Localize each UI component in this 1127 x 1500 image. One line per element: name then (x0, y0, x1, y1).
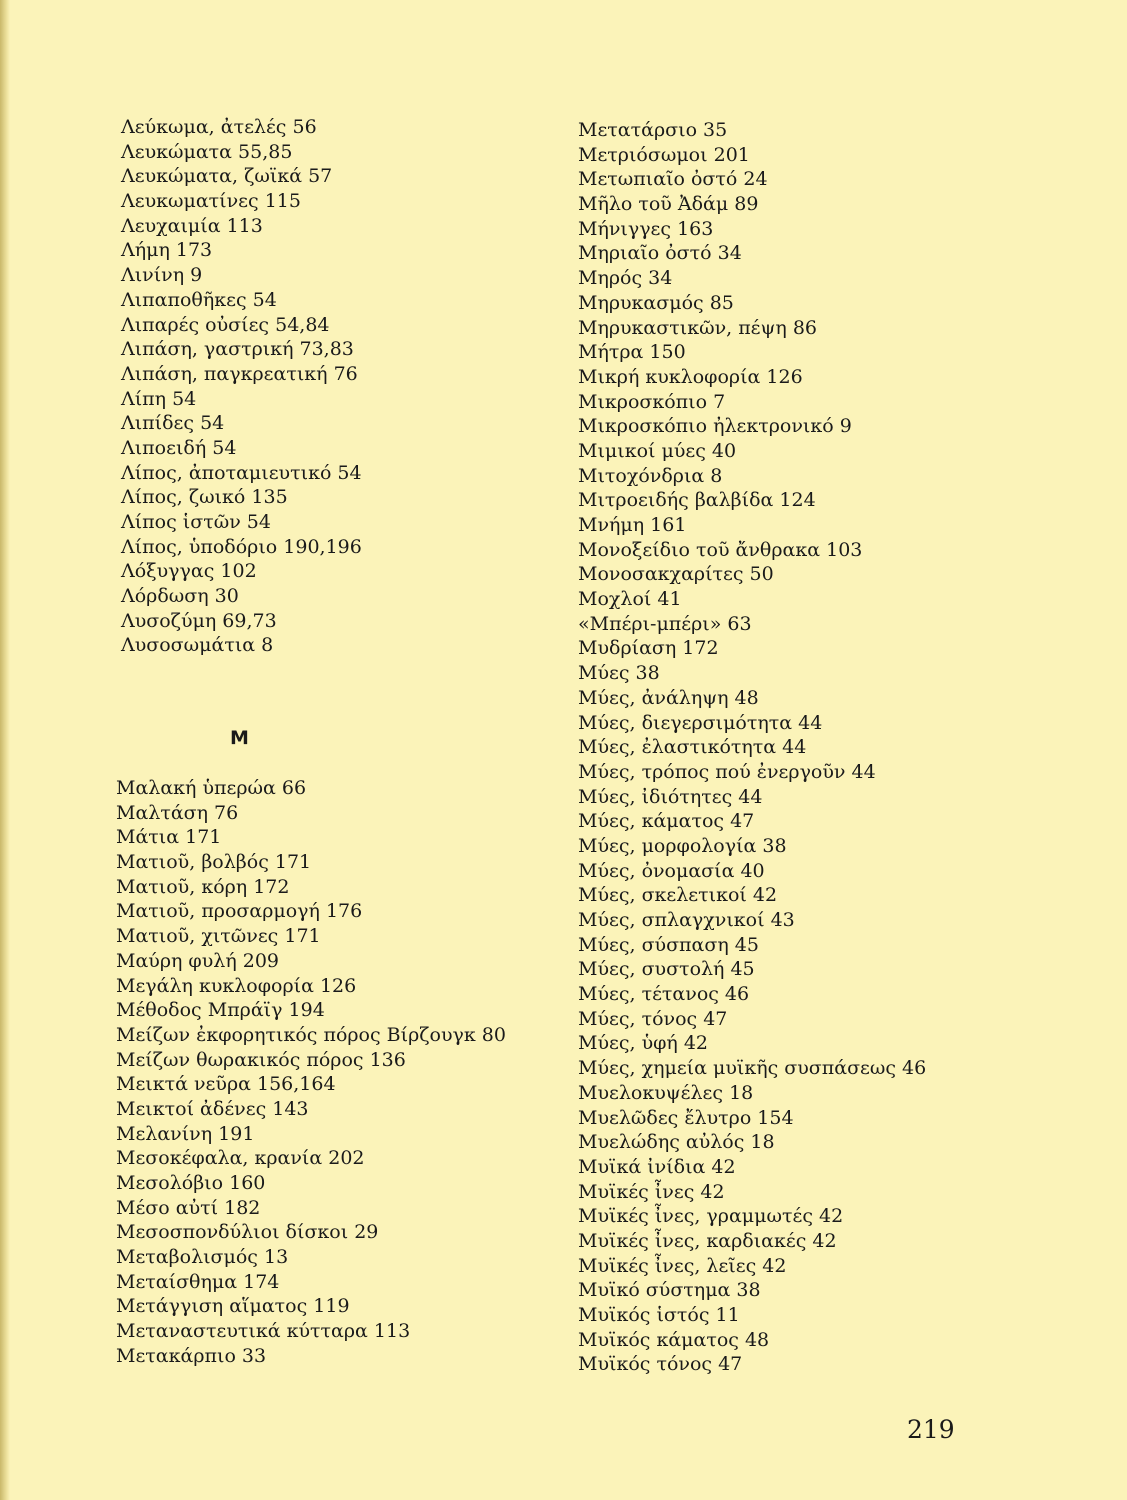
index-entry: Λυσοσωμάτια 8 (121, 634, 274, 657)
index-entry: Μεταναστευτικά κύτταρα 113 (116, 1320, 411, 1343)
index-column-right (578, 118, 926, 1377)
index-entry: Μιτοχόνδρια 8 (578, 464, 723, 487)
index-entry: Μέσο αὐτί 182 (116, 1196, 261, 1219)
index-entry: Λίπος ἱστῶν 54 (121, 511, 271, 533)
index-entry: Μεταβολισμός 13 (116, 1246, 289, 1269)
index-entry: Μικροσκόπιο ἠλεκτρονικό 9 (578, 415, 852, 438)
index-entry: Μικρή κυκλοφορία 126 (578, 365, 803, 388)
index-entry: Μυελῶδες ἔλυτρο 154 (578, 1106, 794, 1129)
index-entry: Μύες, σκελετικοί 42 (578, 884, 778, 907)
index-entry: Μεσολόβιο 160 (116, 1172, 266, 1194)
index-column-left-top (121, 115, 362, 658)
index-entry: Λίπος, ἀποταμιευτικό 54 (121, 461, 362, 484)
index-entry: Μείζων ἐκφορητικός πόρος Βίρζουγκ 80 (116, 1023, 506, 1046)
index-entry: Μυϊκές ἶνες, καρδιακές 42 (578, 1229, 837, 1252)
index-entry: Μαλτάση 76 (116, 801, 239, 824)
index-entry: Λευκωματίνες 115 (121, 190, 301, 213)
index-entry: Μύες, ἐλαστικότητα 44 (578, 736, 807, 759)
index-entry: Μύες, διεγερσιμότητα 44 (578, 711, 823, 734)
index-entry: Μνήμη 161 (578, 514, 687, 536)
index-entry: Μυϊκός κάματος 48 (578, 1328, 770, 1351)
index-entry: Μηρυκαστικῶν, πέψη 86 (578, 316, 818, 339)
index-entry: Μήτρα 150 (578, 341, 686, 364)
index-entry: Μυελοκυψέλες 18 (578, 1081, 754, 1104)
index-entry: Μεσοσπονδύλιοι δίσκοι 29 (116, 1221, 379, 1244)
index-entry: Μυϊκές ἶνες 42 (578, 1180, 725, 1203)
index-entry: Μεγάλη κυκλοφορία 126 (116, 974, 357, 997)
index-entry: Λιπάση, παγκρεατική 76 (121, 362, 358, 385)
index-entry: Λίπη 54 (121, 387, 197, 410)
index-entry: Λιπαρές οὐσίες 54,84 (121, 313, 330, 336)
page-number: 219 (907, 1415, 955, 1444)
index-entry: Μεσοκέφαλα, κρανία 202 (116, 1147, 365, 1170)
index-entry: «Μπέρι-μπέρι» 63 (578, 612, 752, 635)
index-entry: Μύες, ἀνάληψη 48 (578, 686, 759, 709)
index-entry: Μοχλοί 41 (578, 588, 682, 611)
index-entry: Μύες, τέτανος 46 (578, 983, 750, 1006)
index-entry: Μύες, ἰδιότητες 44 (578, 785, 763, 808)
index-entry: Μετατάρσιο 35 (578, 119, 728, 141)
index-entry: Μυϊκά ἰνίδια 42 (578, 1155, 736, 1178)
index-entry: Μυδρίαση 172 (578, 637, 719, 660)
index-entry: Λιπίδες 54 (121, 412, 225, 435)
index-entry: Μετάγγιση αἵματος 119 (116, 1295, 350, 1318)
index-entry: Μύες 38 (578, 662, 660, 685)
index-entry: Μηριαῖο ὀστό 34 (578, 242, 742, 265)
index-entry: Μυϊκές ἶνες, γραμμωτές 42 (578, 1205, 844, 1228)
index-entry: Μύες, χημεία μυϊκῆς συσπάσεως 46 (578, 1057, 927, 1080)
index-entry: Μιμικοί μύες 40 (578, 439, 737, 462)
index-entry: Μέθοδος Μπράϊγ 194 (116, 999, 325, 1022)
index-entry: Λευχαιμία 113 (121, 214, 263, 237)
index-entry: Μύες, τρόπος πού ἐνεργοῦν 44 (578, 760, 876, 783)
index-entry: Λήμη 173 (121, 239, 213, 262)
index-entry: Μύες, συστολή 45 (578, 958, 755, 981)
index-entry: Λιποειδή 54 (121, 436, 237, 459)
index-entry: Μονοσακχαρίτες 50 (578, 563, 774, 586)
index-entry: Μεικτά νεῦρα 156,164 (116, 1073, 336, 1096)
index-entry: Μύες, κάματος 47 (578, 810, 755, 833)
index-entry: Μυϊκός τόνος 47 (578, 1353, 743, 1376)
index-entry: Λεύκωμα, ἀτελές 56 (121, 116, 317, 138)
index-entry: Μάτια 171 (116, 826, 222, 849)
index-entry: Ματιοῦ, χιτῶνες 171 (116, 925, 321, 948)
page-binding-edge (0, 0, 10, 1500)
index-entry: Μελανίνη 191 (116, 1122, 255, 1145)
index-entry: Μύες, τόνος 47 (578, 1007, 728, 1030)
index-entry: Λίπος, ζωικό 135 (121, 486, 288, 509)
index-entry: Μιτροειδής βαλβίδα 124 (578, 489, 816, 512)
index-entry: Μύες, σπλαγχνικοί 43 (578, 909, 795, 931)
index-entry: Μυϊκός ἱστός 11 (578, 1304, 740, 1326)
index-entry: Μετακάρπιο 33 (116, 1344, 267, 1367)
index-entry: Μικροσκόπιο 7 (578, 390, 726, 413)
index-entry: Μονοξείδιο τοῦ ἄνθρακα 103 (578, 538, 863, 561)
index-entry: Μεικτοί ἀδένες 143 (116, 1097, 309, 1120)
index-entry: Μήνιγγες 163 (578, 217, 714, 240)
index-entry: Μυελώδης αὐλός 18 (578, 1131, 775, 1154)
index-entry: Ματιοῦ, βολβός 171 (116, 851, 312, 874)
index-entry: Μετριόσωμοι 201 (578, 143, 750, 166)
index-entry: Μυϊκές ἶνες, λεῖες 42 (578, 1254, 787, 1277)
index-entry: Μετωπιαῖο ὀστό 24 (578, 168, 768, 191)
section-letter-heading: Μ (230, 727, 249, 749)
index-entry: Μαλακή ὑπερώα 66 (116, 777, 307, 799)
index-entry: Ματιοῦ, προσαρμογή 176 (116, 900, 363, 923)
index-entry: Μύες, ὀνομασία 40 (578, 859, 765, 882)
index-entry: Λόξυγγας 102 (121, 560, 257, 583)
index-entry: Λυσοζύμη 69,73 (121, 609, 277, 632)
index-entry: Μηρός 34 (578, 267, 673, 290)
index-entry: Μηρυκασμός 85 (578, 291, 734, 314)
index-entry: Ματιοῦ, κόρη 172 (116, 875, 290, 898)
index-entry: Μυϊκό σύστημα 38 (578, 1279, 761, 1302)
index-entry: Μύες, μορφολογία 38 (578, 834, 787, 857)
index-entry: Λιπάση, γαστρική 73,83 (121, 338, 354, 361)
index-entry: Μαύρη φυλή 209 (116, 949, 280, 972)
index-entry: Λευκώματα 55,85 (121, 140, 293, 163)
index-entry: Λόρδωση 30 (121, 585, 239, 608)
index-entry: Λευκώματα, ζωϊκά 57 (121, 165, 333, 188)
index-entry: Μῆλο τοῦ Ἀδάμ 89 (578, 193, 759, 216)
index-entry: Μύες, ὑφή 42 (578, 1032, 709, 1055)
index-entry: Λιπαποθῆκες 54 (121, 288, 277, 311)
index-column-left-bottom (116, 776, 506, 1369)
index-entry: Μεταίσθημα 174 (116, 1270, 280, 1293)
index-entry: Λίπος, ὑποδόριο 190,196 (121, 535, 362, 558)
index-entry: Μείζων θωρακικός πόρος 136 (116, 1048, 406, 1071)
index-entry: Λινίνη 9 (121, 264, 203, 287)
index-entry: Μύες, σύσπαση 45 (578, 933, 759, 956)
